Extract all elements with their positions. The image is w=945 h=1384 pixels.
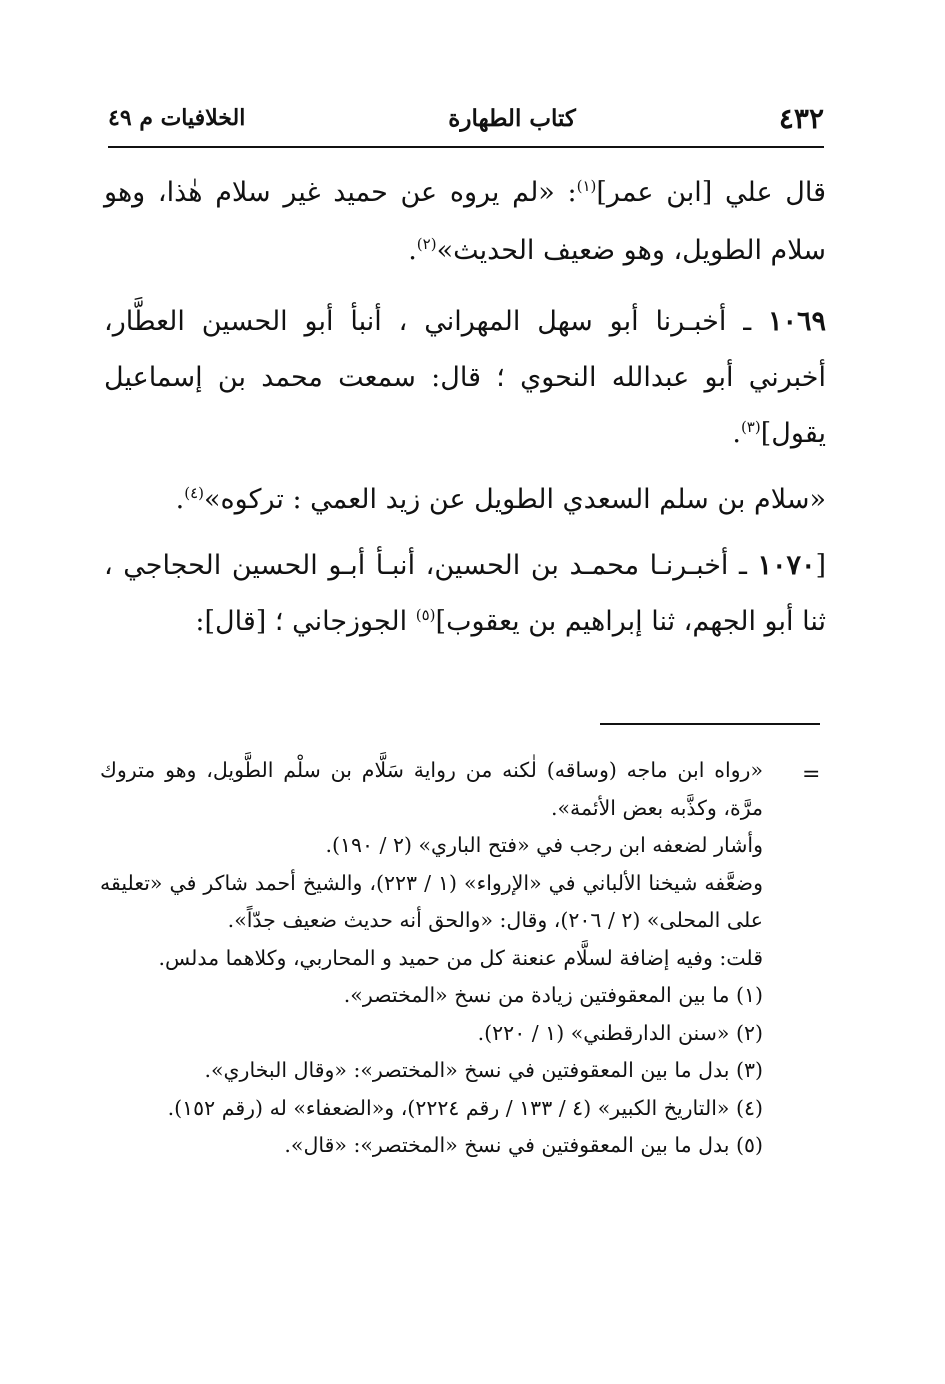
footnote-4: (٤) «التاريخ الكبير» (٤ / ١٣٣ / رقم ٢٢٢٤)، و«الضعفاء» له (رقم ١٥٢). [167,1095,763,1120]
footnote-line: وأشار لضعفه ابن رجب في «فتح الباري» (٢ / ١٩٠). [325,833,763,857]
paragraph-quote-ali [104,164,826,280]
text-segment: . [732,418,741,449]
continuation-mark: = [802,762,821,787]
quote-salam [104,472,826,528]
footnote-line: وضعَّفه شيخنا الألباني في «الإرواء» (١ / ٢٢٣)، والشيخ أحمد شاكر في «تعليقه على المحلى» (٢ / ٢٠٦)، وقال: «والحق أنه حديث ضعيف جدّاً». [100,870,763,932]
text-segment: «سلام بن سلم السعدي الطويل عن زيد العمي : تركوه» [204,484,826,515]
footnote-1: (١) ما بين المعقوفتين زيادة من نسخ «المختصر». [343,983,763,1007]
footnote-ref: (٣) [740,418,761,436]
text-segment: . [175,484,185,515]
footnotes [100,752,821,1165]
footnote-ref: (٥) [415,606,436,624]
footnote-line: «رواه ابن ماجه (وساقه) لٰكنه من رواية سَلَّام بن سلْم الطَّويل، وهو متروك مرَّة، وكذَّبه بعض الأئمة». [100,758,763,820]
text-segment: ـ أخبـرنا أبو سهل المهراني ، أنبأ أبو الحسين العطَّار، أخبرني أبو عبدالله النحوي ؛ قال: سمعت محمد بن إسماعيل يقول] [104,306,826,449]
footnote-2: (٢) «سنن الدارقطني» (١ / ٢٢٠). [477,1020,763,1045]
footnote-3: (٣) بدل ما بين المعقوفتين في نسخ «المختصر»: «وقال البخاري». [204,1058,763,1082]
main-text [104,164,826,650]
hadith-number: ١٠٦٩ [767,306,826,337]
footnote-rule [600,723,820,725]
running-title: الخلافيات م ٤٩ [108,105,246,131]
hadith-number: ١٠٧٠ [757,550,816,581]
book-title: كتاب الطهارة [448,104,576,132]
footnote-ref: (١) [576,177,597,195]
hadith-1070 [104,538,826,650]
header-rule [108,146,824,148]
text-segment: : «لم يروه عن حميد غير سلام هٰذا، وهو سلام الطويل، وهو ضعيف الحديث» [104,177,826,266]
text-segment: [ [815,550,826,581]
text-segment: الجوزجاني ؛ [قال]: [195,606,416,637]
footnote-line: قلت: وفيه إضافة لسلَّام عنعنة كل من حميد و المحاربي، وكلاهما مدلس. [158,945,763,970]
text-segment: قال علي [ابن عمر] [596,177,826,208]
page-header [108,96,824,140]
text-segment: ـ أخبـرنـا محمـد بن الحسين، أنبـأ أبـو الحسين الحجاجي ، ثنا أبو الجهم، ثنا إبراهيم بن يعقوب] [104,550,826,637]
footnote-ref: (٤) [184,484,205,502]
footnote-5: (٥) بدل ما بين المعقوفتين في نسخ «المختصر»: «قال». [284,1133,763,1157]
text-segment: . [408,235,417,266]
footnote-ref: (٢) [416,235,437,253]
hadith-1069 [104,294,826,462]
page-number: ٤٣٢ [778,101,824,135]
